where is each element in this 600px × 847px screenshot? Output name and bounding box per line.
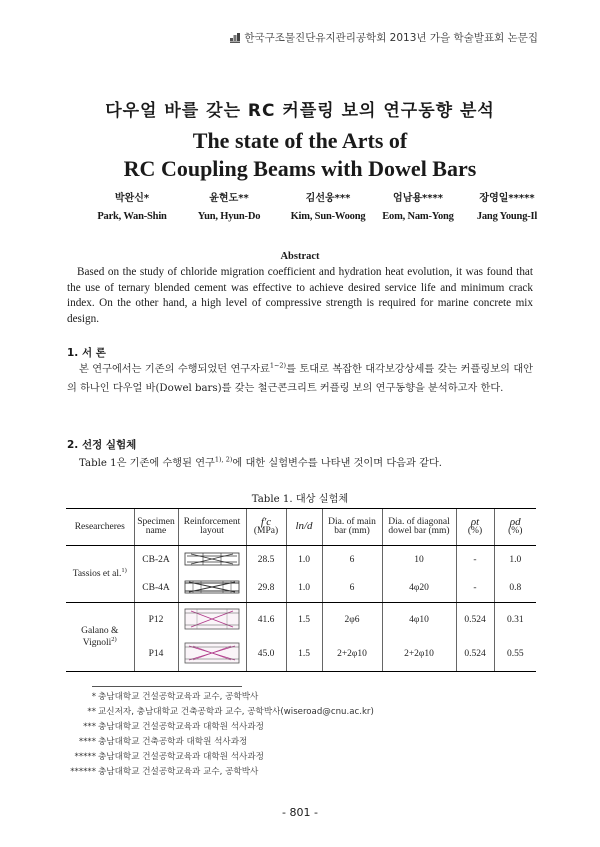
rho-t-cell: 0.524 — [456, 603, 494, 638]
english-title-line1: The state of the Arts of — [192, 128, 408, 153]
section-body-introduction — [67, 360, 533, 398]
footnote-text: 충남대학교 건설공학교육과 교수, 공학박사 — [98, 692, 259, 702]
col-header-specimen: Specimen name — [134, 509, 178, 546]
rho-d-cell: 1.0 — [494, 546, 536, 575]
korean-title: 다우얼 바를 갖는 RC 커플링 보의 연구동향 분석 — [105, 101, 495, 121]
author — [174, 190, 284, 226]
rho-t-cell: - — [456, 546, 494, 575]
col-header-researchers: Researcheres — [66, 509, 134, 546]
col-header-ln-d — [286, 509, 322, 546]
table-header-row — [66, 509, 536, 546]
ln-d-cell: 1.0 — [286, 574, 322, 603]
specimen-table — [66, 508, 536, 672]
citation: 1~2) — [269, 361, 287, 370]
author — [452, 190, 562, 226]
section-heading-specimens: 2. 선정 실험체 — [67, 439, 137, 451]
table-row — [66, 603, 536, 638]
rho-t-symbol: ρt — [470, 516, 480, 528]
reinforcement-cell — [178, 603, 246, 638]
researcher-name: Galano & Vignoli — [81, 626, 119, 648]
author-name-en: Kim, Sun-Woong — [290, 211, 366, 222]
author-name-en: Yun, Hyun-Do — [197, 211, 261, 222]
col-header-main-bar: Dia. of main bar (mm) — [322, 509, 382, 546]
reinforcement-layout-diagram-icon — [183, 579, 241, 595]
footnote-mark: **** — [78, 737, 96, 748]
footnotes — [66, 690, 536, 781]
ln-d-cell: 1.5 — [286, 637, 322, 672]
english-title-line2: RC Coupling Beams with Dowel Bars — [123, 156, 477, 181]
main-bar-cell: 6 — [322, 546, 382, 575]
footnote-text: 충남대학교 건설공학교육과 교수, 공학박사 — [98, 767, 259, 778]
col-header-rho-d — [494, 509, 536, 546]
reinforcement-layout-diagram-icon — [183, 641, 241, 665]
footnote — [66, 735, 536, 750]
section-text: 에 대한 실험변수를 나타낸 것이며 다음과 같다. — [232, 458, 443, 469]
footnote-text: 교신저자, 충남대학교 건축공학과 교수, 공학박사(wiseroad@cnu.ac.kr) — [98, 707, 374, 718]
abstract-heading: Abstract — [280, 251, 320, 262]
ln-d-symbol: ln/d — [295, 520, 313, 532]
dowel-bar-cell: 4φ10 — [382, 603, 456, 638]
author-name-ko: 윤현도** — [209, 193, 249, 204]
dowel-bar-cell: 10 — [382, 546, 456, 575]
rho-t-cell: - — [456, 574, 494, 603]
section-body-specimens — [67, 454, 533, 473]
footnote-mark: ** — [87, 707, 96, 718]
reinforcement-layout-diagram-icon — [183, 607, 241, 631]
col-header-fc — [246, 509, 286, 546]
section-text: 본 연구에서는 기존의 수행되었던 연구자료 — [79, 364, 270, 375]
rho-d-cell: 0.55 — [494, 637, 536, 672]
footnote — [66, 690, 536, 705]
fc-symbol: f'c — [260, 516, 272, 528]
reinforcement-layout-diagram-icon — [183, 551, 241, 567]
dowel-bar-cell: 2+2φ10 — [382, 637, 456, 672]
footnote-mark: *** — [83, 722, 96, 733]
col-header-dowel-bar: Dia. of diagonal dowel bar (mm) — [382, 509, 456, 546]
footnote-rule — [92, 686, 242, 687]
reinforcement-cell — [178, 546, 246, 575]
society-logo-icon — [230, 33, 240, 43]
author-name-ko: 박완신* — [114, 193, 150, 204]
author-name-ko: 김선웅*** — [305, 193, 351, 204]
researcher-cell — [66, 603, 134, 672]
section-heading-introduction: 1. 서 론 — [67, 347, 106, 359]
table-caption: Table 1. 대상 실험체 — [251, 494, 349, 505]
rho-t-unit: (%) — [467, 526, 483, 536]
section-text: 를 토대로 복잡한 대각보강상세를 갖는 커플링보의 대안의 하나인 다우얼 바(Dowel bars)를 갖는 철근콘크리트 커플링 보의 연구동향을 분석하고자 한다. — [67, 364, 533, 394]
author-name-en: Park, Wan-Shin — [97, 211, 167, 222]
footnote — [66, 705, 536, 720]
ln-d-cell: 1.0 — [286, 546, 322, 575]
table-row — [66, 546, 536, 575]
author-name-en: Eom, Nam-Yong — [382, 211, 454, 222]
author-name-en: Jang Young-Il — [476, 211, 538, 222]
specimen-cell: CB-4A — [134, 574, 178, 603]
citation: 2) — [111, 635, 117, 643]
footnote-text: 충남대학교 건설공학교육과 대학원 석사과정 — [98, 722, 264, 733]
researcher-name: Tassios et al. — [72, 569, 122, 579]
running-title: 한국구조물진단유지관리공학회 2013년 가을 학술발표회 논문집 — [244, 32, 538, 44]
researcher-cell — [66, 546, 134, 603]
col-header-rho-t — [456, 509, 494, 546]
author-name-ko: 엄남용**** — [393, 193, 443, 204]
rho-d-cell: 0.31 — [494, 603, 536, 638]
dowel-bar-cell: 4φ20 — [382, 574, 456, 603]
author — [77, 190, 187, 226]
footnote-mark: * — [91, 692, 96, 702]
fc-cell: 28.5 — [246, 546, 286, 575]
author-name-ko: 장영일***** — [479, 193, 535, 204]
specimen-cell: P12 — [134, 603, 178, 638]
rho-d-symbol: ρd — [509, 516, 521, 528]
footnote-text: 충남대학교 건설공학교육과 대학원 석사과정 — [98, 752, 264, 763]
fc-cell: 41.6 — [246, 603, 286, 638]
footnote — [66, 720, 536, 735]
fc-cell: 29.8 — [246, 574, 286, 603]
col-header-reinforcement: Reinforcement layout — [178, 509, 246, 546]
fc-unit: (MPa) — [253, 526, 279, 536]
specimen-cell: P14 — [134, 637, 178, 672]
citation: 1), 2) — [214, 455, 233, 464]
main-bar-cell: 2φ6 — [322, 603, 382, 638]
footnote-mark: ****** — [70, 767, 96, 778]
main-bar-cell: 2+2φ10 — [322, 637, 382, 672]
abstract-text: Based on the study of chloride migration coefficient and hydration heat evolution, it was found that the use of ternary blended cement was effective to achieve desired service life and minimum crack index. On the other hand, a high level of compressive strength is required for marine concrete mix design. — [67, 266, 533, 325]
reinforcement-cell — [178, 637, 246, 672]
citation: 1) — [121, 566, 127, 574]
running-head — [230, 30, 538, 45]
footnote-mark: ***** — [74, 752, 96, 763]
footnote-text: 충남대학교 건축공학과 대학원 석사과정 — [98, 737, 248, 748]
rho-t-cell: 0.524 — [456, 637, 494, 672]
fc-cell: 45.0 — [246, 637, 286, 672]
table-row — [66, 574, 536, 603]
specimen-cell: CB-2A — [134, 546, 178, 575]
main-bar-cell: 6 — [322, 574, 382, 603]
footnote — [66, 750, 536, 765]
reinforcement-cell — [178, 574, 246, 603]
page-number: - 801 - — [282, 806, 318, 819]
rho-d-cell: 0.8 — [494, 574, 536, 603]
section-text: Table 1은 기존에 수행된 연구 — [79, 458, 215, 469]
footnote — [66, 765, 536, 780]
rho-d-unit: (%) — [508, 526, 523, 536]
ln-d-cell: 1.5 — [286, 603, 322, 638]
table-row — [66, 637, 536, 672]
